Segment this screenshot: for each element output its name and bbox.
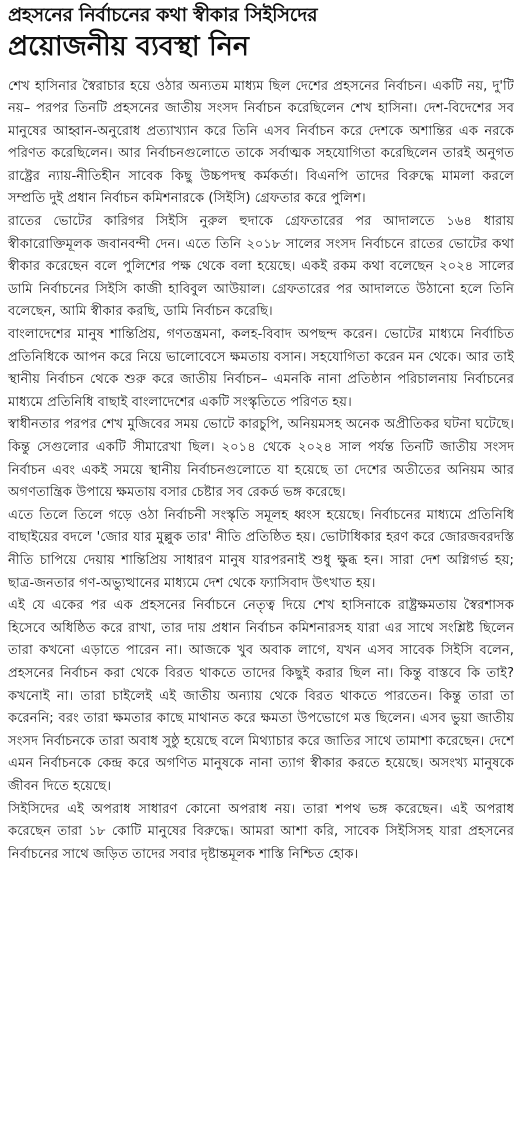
headline-line-2: প্রয়োজনীয় ব্যবস্থা নিন (8, 30, 249, 62)
paragraph: সিইসিদের এই অপরাধ সাধারণ কোনো অপরাধ নয়। তারা শপথ ভঙ্গ করেছেন। এই অপরাধ করেছেন তারা ১৮ কোটি মানুষের বিরুদ্ধে। আমরা আশা করি, সাবেক সিইসিসহ যারা প্রহসনের নির্বাচনের সাথে জড়িত তাদের সবার দৃষ্টান্তমূলক শাস্তি নিশ্চিত হোক। (8, 801, 514, 862)
paragraph: এতে তিলে তিলে গড়ে ওঠা নির্বাচনী সংস্কৃতি সমূলহ ধ্বংস হয়েছে। নির্বাচনের মাধ্যমে প্রতিনিধি বাছাইয়ের বদলে 'জোর যার মুল্লুক তার' নীতি প্রতিষ্ঠিত হয়। ভোটাধিকার হরণ করে জোরজবরদস্তি নীতি চাপিয়ে দেয়ায় শান্তিপ্রিয় সাধারণ মানুষ যারপরনাই শুধু ক্ষুব্ধ হন। সারা দেশ অগ্নিগর্ভ হয়; ছাত্র-জনতার গণ-অভ্যুত্থানের মাধ্যমে দেশ থেকে ফ্যাসিবাদ উৎখাত হয়। (8, 507, 514, 591)
headline-line-1: প্রহসনের নির্বাচনের কথা স্বীকার সিইসিদের (8, 4, 318, 26)
paragraph: স্বাধীনতার পরপর শেখ মুজিবের সময় ভোটে কারচুপি, অনিয়মসহ অনেক অপ্রীতিকর ঘটনা ঘটেছে। কিন্তু সেগুলোর একটি সীমারেখা ছিল। ২০১৪ থেকে ২০২৪ সাল পর্যন্ত তিনটি জাতীয় সংসদ নির্বাচন এবং একই সময়ে স্থানীয় নির্বাচনগুলোতে যা হয়েছে তা দেশের অতীতের অনিয়ম আর অগণতান্ত্রিক উপায়ে ক্ষমতায় বসার চেষ্টার সব রেকর্ড ভঙ্গ করেছে। (8, 417, 514, 501)
article-body (8, 76, 514, 867)
paragraph: শেখ হাসিনার স্বৈরাচার হয়ে ওঠার অন্যতম মাধ্যম ছিল দেশের প্রহসনের নির্বাচন। একটি নয়, দু'টি নয়– পরপর তিনটি প্রহসনের জাতীয় সংসদ নির্বাচন করেছিলেন শেখ হাসিনা। দেশ-বিদেশের সব মানুষের আহ্বান-অনুরোধ প্রত্যাখ্যান করে তিনি এসব নির্বাচন করে দেশকে অশান্তির এক নরকে পরিণত করেছিলেন। আর নির্বাচনগুলোতে তাকে সর্বাত্মক সহযোগিতা করেছিলেন তারই অনুগত রাষ্ট্রের ন্যায়-নীতিহীন সাবেক কিছু উচ্চপদস্থ কর্মকর্তা। বিএনপি তাদের বিরুদ্ধে মামলা করলে সম্প্রতি দুই প্রধান নির্বাচন কমিশনারকে (সিইসি) গ্রেফতার করে পুলিশ। (8, 78, 514, 207)
paragraph: বাংলাদেশের মানুষ শান্তিপ্রিয়, গণতন্ত্রমনা, কলহ-বিবাদ অপছন্দ করেন। ভোটের মাধ্যমে নির্বাচিত প্রতিনিধিকে আপন করে নিয়ে ভালোবেসে ক্ষমতায় বসান। সহযোগিতা করেন মন থেকে। আর তাই স্থানীয় নির্বাচন থেকে শুরু করে জাতীয় নির্বাচন– এমনকি নানা প্রতিষ্ঠান পরিচালনায় নির্বাচনের মাধ্যমে প্রতিনিধি বাছাই বাংলাদেশের একটি সংস্কৃতিতে পরিণত হয়। (8, 327, 514, 410)
paragraph: এই যে একের পর এক প্রহসনের নির্বাচনে নেতৃত্ব দিয়ে শেখ হাসিনাকে রাষ্ট্রক্ষমতায় স্বৈরশাসক হিসেবে অধিষ্ঠিত করে রাখা, তার দায় প্রধান নির্বাচন কমিশনারসহ যারা এর সাথে সংশ্লিষ্ট ছিলেন তারা কখনো এড়াতে পারেন না। আজকে খুব অবাক লাগে, যখন এসব সাবেক সিইসি বলেন, প্রহসনের নির্বাচন করা থেকে বিরত থাকতে তাদের কিছুই করার ছিল না। কিন্তু বাস্তবে কি তাই? কখনোই না। তারা চাইলেই এই জাতীয় অন্যায় থেকে বিরত থাকতে পারতেন। কিন্তু তারা তা করেননি; বরং তারা ক্ষমতার কাছে মাথানত করে ক্ষমতা উপভোগে মত্ত ছিলেন। এসব ভুয়া জাতীয় সংসদ নির্বাচনকে তারা অবাধ সুষ্ঠু হয়েছে বলে মিথ্যাচার করে জাতির সাথে তামাশা করেছেন। দেশে এমন নির্বাচনকে কেন্দ্র করে অগণিত মানুষকে নানা ত্যাগ স্বীকার করতে হয়েছে। অসংখ্য মানুষকে জীবন দিতে হয়েছে। (8, 598, 514, 794)
article-headline (8, 4, 514, 64)
paragraph: রাতের ভোটের কারিগর সিইসি নুরুল হুদাকে গ্রেফতারের পর আদালতে ১৬৪ ধারায় স্বীকারোক্তিমূলক জবানবন্দী দেন। এতে তিনি ২০১৮ সালের সংসদ নির্বাচনে রাতের ভোটের কথা স্বীকার করেছেন বলে পুলিশের পক্ষ থেকে বলা হয়েছে। একই রকম কথা বলেছেন ২০২৪ সালের ডামি নির্বাচনের সিইসি কাজী হাবিবুল আউয়াল। গ্রেফতারের পর আদালতে উঠানো হলে তিনি বলেছেন, আমি স্বীকার করছি, ডামি নির্বাচন করেছি। (8, 214, 514, 320)
